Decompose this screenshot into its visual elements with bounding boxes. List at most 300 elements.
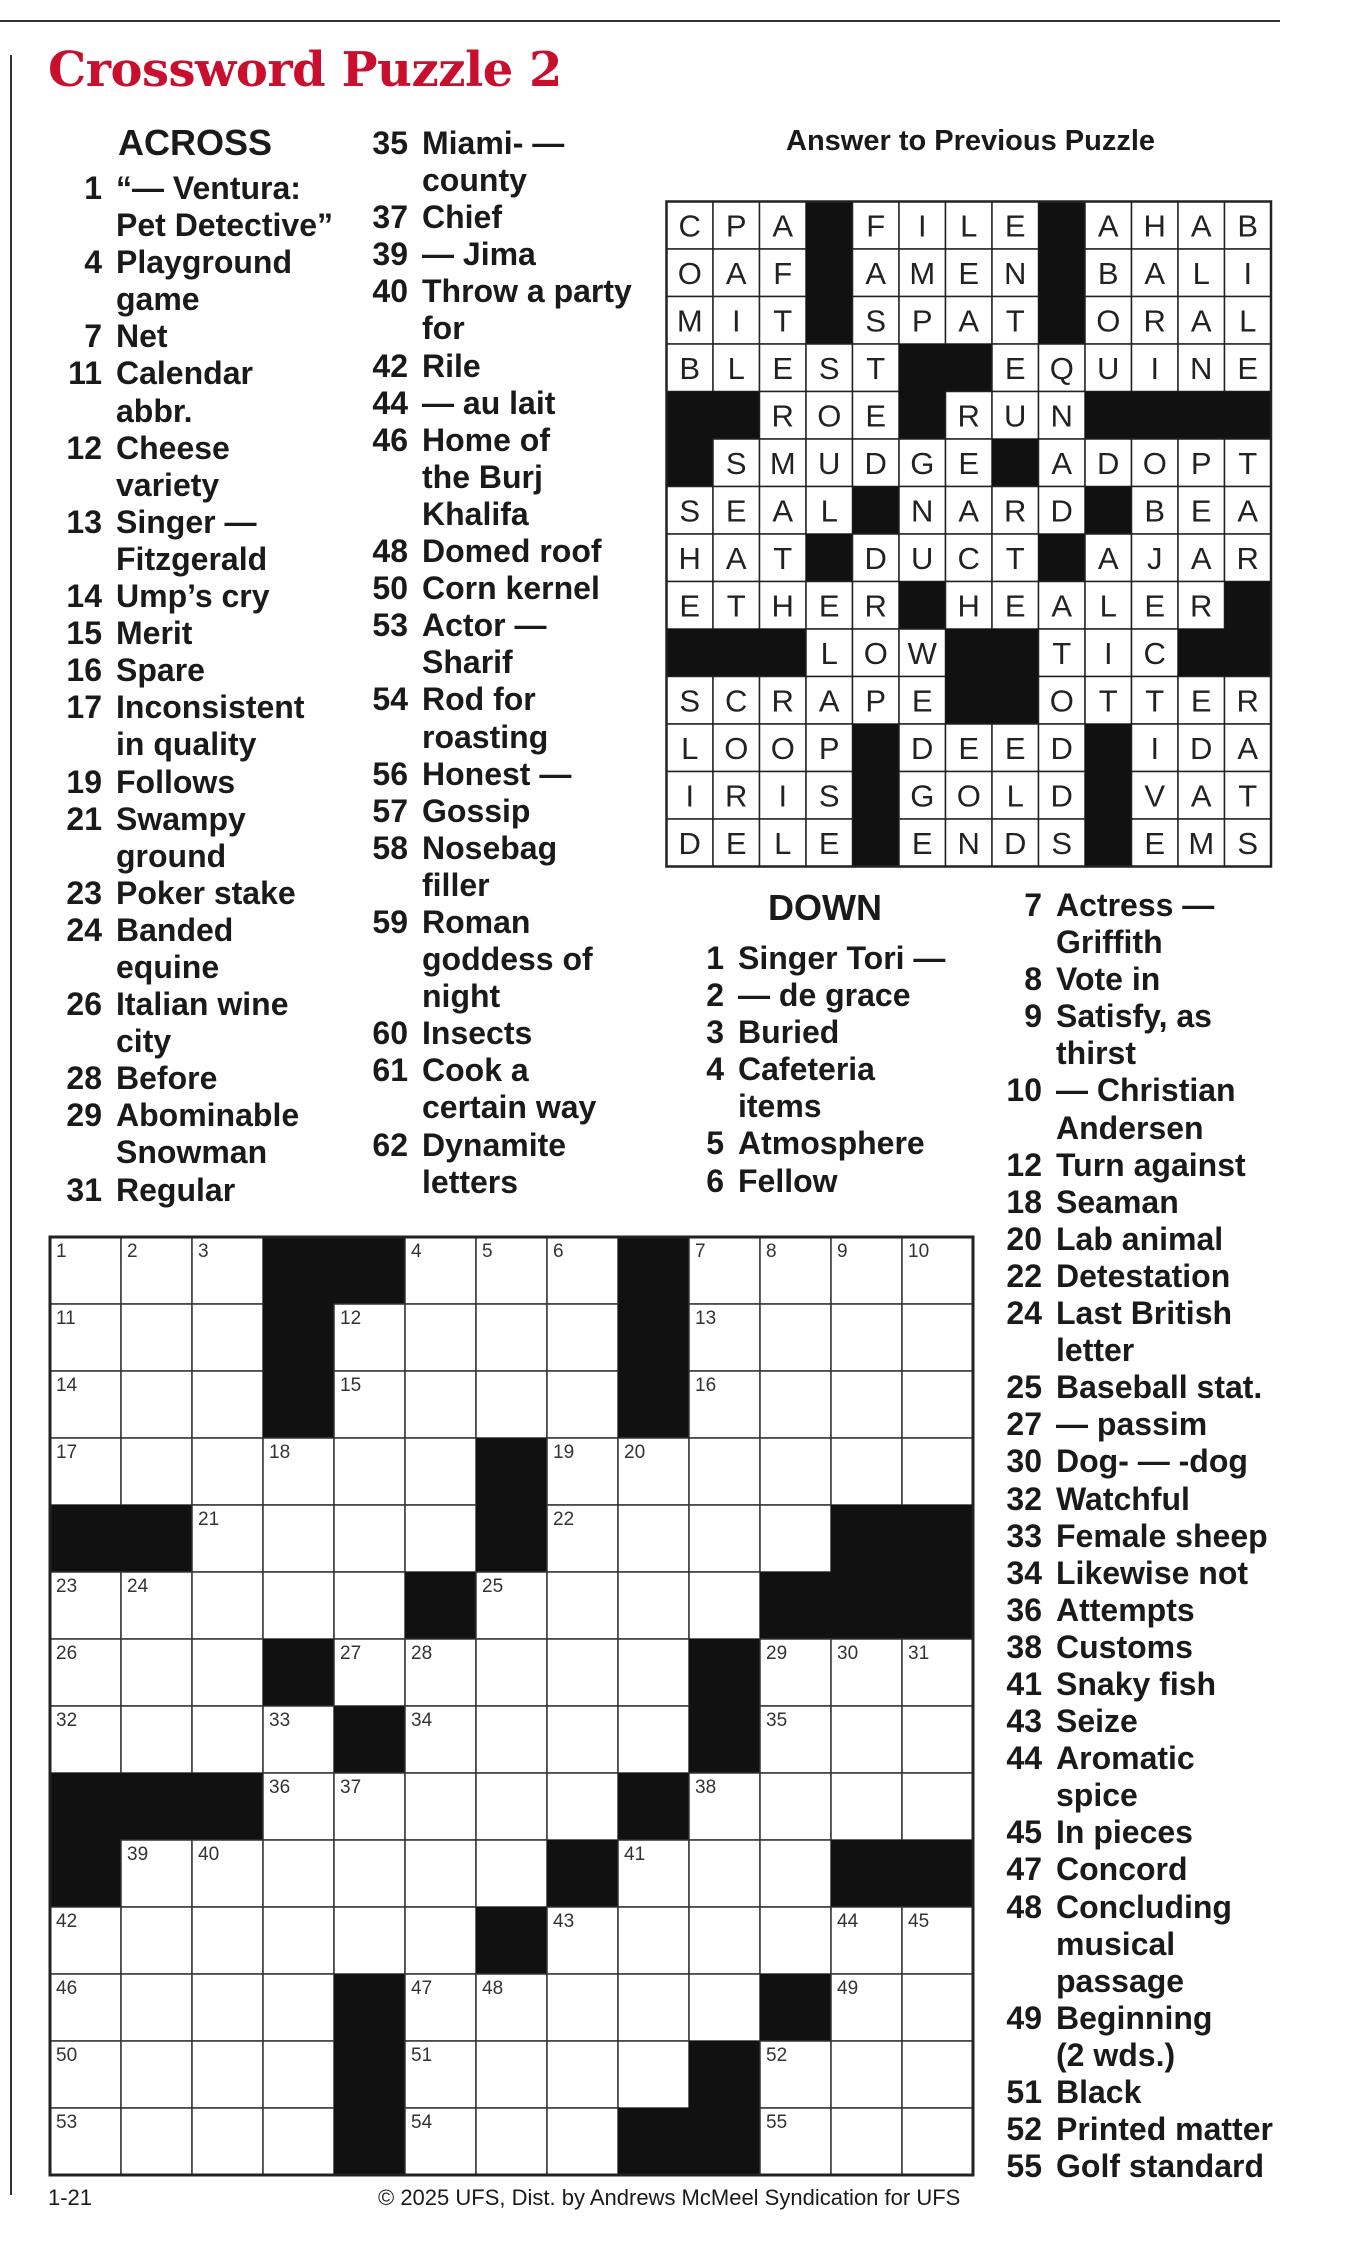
- clue-number: 60: [372, 1015, 408, 1052]
- grid-cell[interactable]: [405, 1505, 476, 1572]
- grid-cell[interactable]: [121, 1706, 192, 1773]
- black-cell: [476, 1438, 548, 1506]
- clue-number: 9: [1024, 998, 1042, 1035]
- grid-cell[interactable]: [547, 1706, 618, 1773]
- answer-letter: L: [1099, 588, 1117, 624]
- down-clue-9[interactable]: [1000, 998, 1300, 1072]
- clue-text: Swampy ground: [116, 800, 246, 874]
- answer-black-cell: [899, 582, 946, 630]
- answer-letter: E: [958, 730, 980, 766]
- cell-number: 52: [766, 2045, 788, 2066]
- answer-letter: E: [1190, 683, 1212, 719]
- crossword-grid[interactable]: [48, 1235, 978, 2177]
- answer-letter: T: [866, 350, 886, 386]
- clue-number: 37: [372, 199, 408, 236]
- clue-text: Regular: [116, 1171, 236, 1208]
- clue-text: Ump’s cry: [116, 578, 270, 615]
- answer-letter: D: [1097, 445, 1120, 481]
- answer-letter: D: [1050, 493, 1073, 529]
- grid-cell[interactable]: [689, 1438, 760, 1505]
- grid-cell[interactable]: [192, 1907, 263, 1974]
- grid-cell[interactable]: [121, 1304, 192, 1371]
- answer-letter: O: [1096, 303, 1121, 339]
- answer-letter: A: [1190, 778, 1212, 814]
- answer-letter: F: [773, 255, 793, 291]
- clue-text: Rile: [422, 347, 481, 384]
- black-cell: [831, 1572, 903, 1640]
- grid-cell[interactable]: [476, 1304, 547, 1371]
- down-heading: DOWN: [768, 887, 882, 928]
- grid-cell[interactable]: [902, 1773, 973, 1840]
- answer-letter: S: [679, 683, 701, 719]
- answer-letter: O: [1049, 683, 1074, 719]
- grid-cell[interactable]: [831, 1371, 902, 1438]
- grid-cell[interactable]: [760, 1505, 831, 1572]
- answer-letter: I: [1243, 255, 1253, 291]
- down-clue-18[interactable]: [1000, 1184, 1300, 1221]
- clue-number: 3: [706, 1014, 724, 1051]
- grid-cell[interactable]: [476, 2041, 547, 2108]
- grid-cell[interactable]: [760, 1840, 831, 1907]
- across-clue-11[interactable]: [48, 355, 368, 429]
- clue-text: Gossip: [422, 792, 531, 829]
- grid-cell[interactable]: [476, 1639, 547, 1706]
- answer-letter: S: [818, 778, 840, 814]
- across-clue-57[interactable]: [358, 793, 658, 830]
- down-clue-10[interactable]: [1000, 1072, 1300, 1146]
- black-cell: [263, 1304, 335, 1372]
- cell-number: 1: [56, 1241, 67, 1262]
- down-clue-2[interactable]: [680, 977, 1000, 1014]
- answer-black-cell: [899, 392, 946, 440]
- down-clue-3[interactable]: [680, 1014, 1000, 1051]
- clue-number: 15: [66, 615, 102, 652]
- answer-letter: E: [1004, 350, 1026, 386]
- answer-black-cell: [1085, 772, 1132, 820]
- grid-cell[interactable]: [547, 1639, 618, 1706]
- answer-letter: U: [911, 540, 934, 576]
- down-clue-43[interactable]: [1000, 1703, 1300, 1740]
- down-clue-30[interactable]: [1000, 1443, 1300, 1480]
- grid-cell[interactable]: [405, 1371, 476, 1438]
- grid-cell[interactable]: [689, 1572, 760, 1639]
- grid-cell[interactable]: [334, 1840, 405, 1907]
- grid-cell[interactable]: [547, 1371, 618, 1438]
- cell-number: 7: [695, 1241, 706, 1262]
- down-clue-4[interactable]: [680, 1051, 1000, 1125]
- grid-cell[interactable]: [547, 1304, 618, 1371]
- black-cell: [263, 1371, 335, 1439]
- grid-cell[interactable]: [334, 1505, 405, 1572]
- answer-letter: S: [725, 445, 747, 481]
- clue-number: 57: [372, 792, 408, 829]
- answer-black-cell: [1039, 534, 1086, 582]
- answer-letter: D: [1190, 730, 1213, 766]
- clue-number: 44: [1006, 1740, 1042, 1777]
- across-clue-17[interactable]: [48, 689, 368, 763]
- answer-black-cell: [853, 487, 900, 535]
- grid-cell[interactable]: [263, 1505, 334, 1572]
- clue-number: 34: [1006, 1554, 1042, 1591]
- answer-letter: T: [1005, 303, 1025, 339]
- down-clue-6[interactable]: [680, 1163, 1000, 1200]
- across-clue-1[interactable]: [48, 170, 368, 244]
- answer-letter: A: [1237, 730, 1259, 766]
- answer-letter: E: [911, 683, 933, 719]
- grid-cell[interactable]: [689, 1840, 760, 1907]
- grid-cell[interactable]: [121, 1974, 192, 2041]
- down-clue-24[interactable]: [1000, 1295, 1300, 1369]
- grid-cell[interactable]: [121, 1907, 192, 1974]
- cell-number: 36: [269, 1777, 291, 1798]
- cell-number: 6: [553, 1241, 564, 1262]
- answer-letter: L: [820, 635, 838, 671]
- clue-number: 23: [66, 874, 102, 911]
- grid-cell[interactable]: [547, 1572, 618, 1639]
- grid-cell[interactable]: [121, 1371, 192, 1438]
- grid-cell[interactable]: [618, 1706, 689, 1773]
- down-clue-34[interactable]: [1000, 1555, 1300, 1592]
- down-clue-22[interactable]: [1000, 1258, 1300, 1295]
- down-clue-49[interactable]: [1000, 2000, 1300, 2074]
- grid-cell[interactable]: [334, 1572, 405, 1639]
- clue-text: Beginning (2 wds.): [1056, 1999, 1213, 2073]
- grid-cell[interactable]: [547, 2108, 618, 2175]
- clue-text: Calendar abbr.: [116, 355, 253, 429]
- answer-letter: S: [679, 493, 701, 529]
- down-clue-48[interactable]: [1000, 1889, 1300, 2000]
- answer-black-cell: [1039, 297, 1086, 345]
- grid-cell[interactable]: [831, 1706, 902, 1773]
- down-clue-12[interactable]: [1000, 1147, 1300, 1184]
- clue-text: Throw a party for: [422, 273, 632, 347]
- down-clue-38[interactable]: [1000, 1629, 1300, 1666]
- across-clue-4[interactable]: [48, 244, 368, 318]
- across-clue-56[interactable]: [358, 756, 658, 793]
- answer-letter: H: [678, 540, 701, 576]
- grid-cell[interactable]: [902, 2108, 973, 2175]
- grid-cell[interactable]: [263, 1840, 334, 1907]
- grid-cell[interactable]: [121, 2041, 192, 2108]
- answer-letter: C: [678, 208, 701, 244]
- grid-cell[interactable]: [831, 1304, 902, 1371]
- across-clue-42[interactable]: [358, 348, 658, 385]
- grid-cell[interactable]: [192, 1974, 263, 2041]
- answer-letter: Q: [1049, 350, 1074, 386]
- across-clue-46[interactable]: [358, 422, 658, 533]
- clue-number: 21: [66, 800, 102, 837]
- clue-number: 40: [372, 273, 408, 310]
- grid-cell[interactable]: [192, 2108, 263, 2175]
- down-clue-5[interactable]: [680, 1125, 1000, 1162]
- down-clue-25[interactable]: [1000, 1369, 1300, 1406]
- cell-number: 21: [198, 1509, 220, 1530]
- across-clue-59[interactable]: [358, 904, 658, 1015]
- answer-letter: H: [1143, 208, 1166, 244]
- answer-letter: E: [1004, 730, 1026, 766]
- cell-number: 43: [553, 1911, 575, 1932]
- grid-cell[interactable]: [618, 1505, 689, 1572]
- grid-cell[interactable]: [192, 1438, 263, 1505]
- grid-cell[interactable]: [121, 2108, 192, 2175]
- answer-letter: S: [818, 350, 840, 386]
- across-clue-13[interactable]: [48, 504, 368, 578]
- answer-letter: C: [725, 683, 748, 719]
- answer-letter: R: [725, 778, 748, 814]
- grid-cell[interactable]: [689, 1505, 760, 1572]
- clue-text: Lab animal: [1056, 1220, 1224, 1257]
- across-clue-61[interactable]: [358, 1052, 658, 1126]
- answer-letter: R: [1190, 588, 1213, 624]
- down-clue-1[interactable]: [680, 940, 1000, 977]
- clue-number: 56: [372, 755, 408, 792]
- grid-cell[interactable]: [547, 2041, 618, 2108]
- grid-cell[interactable]: [192, 1706, 263, 1773]
- across-clue-16[interactable]: [48, 652, 368, 689]
- across-clue-24[interactable]: [48, 912, 368, 986]
- clue-number: 51: [1006, 2074, 1042, 2110]
- down-clue-55[interactable]: [1000, 2148, 1300, 2185]
- grid-cell[interactable]: [334, 1907, 405, 1974]
- clue-number: 33: [1006, 1517, 1042, 1554]
- across-clue-62[interactable]: [358, 1127, 658, 1201]
- down-clue-44[interactable]: [1000, 1740, 1300, 1814]
- grid-cell[interactable]: [831, 1438, 902, 1505]
- clue-number: 28: [66, 1060, 102, 1097]
- clue-number: 4: [706, 1051, 724, 1088]
- black-cell: [334, 2041, 406, 2109]
- down-clue-36[interactable]: [1000, 1592, 1300, 1629]
- answer-letter: A: [1190, 540, 1212, 576]
- down-clue-33[interactable]: [1000, 1518, 1300, 1555]
- across-clue-14[interactable]: [48, 578, 368, 615]
- answer-letter: B: [679, 350, 701, 386]
- clue-number: 7: [84, 318, 102, 355]
- clue-text: Merit: [116, 615, 193, 652]
- answer-letter: F: [866, 208, 886, 244]
- grid-cell[interactable]: [547, 1773, 618, 1840]
- grid-cell[interactable]: [192, 1304, 263, 1371]
- grid-cell[interactable]: [618, 1572, 689, 1639]
- answer-black-cell: [667, 392, 714, 440]
- answer-letter: E: [1144, 825, 1166, 861]
- across-clue-44[interactable]: [358, 385, 658, 422]
- across-clue-53[interactable]: [358, 607, 658, 681]
- grid-cell[interactable]: [192, 1572, 263, 1639]
- grid-cell[interactable]: [334, 1438, 405, 1505]
- down-clue-8[interactable]: [1000, 961, 1300, 998]
- grid-cell[interactable]: [902, 1304, 973, 1371]
- answer-black-cell: [1225, 392, 1272, 440]
- answer-black-cell: [853, 772, 900, 820]
- answer-black-cell: [760, 629, 807, 677]
- grid-cell[interactable]: [263, 2108, 334, 2175]
- across-clue-29[interactable]: [48, 1097, 368, 1171]
- grid-cell[interactable]: [121, 1438, 192, 1505]
- clue-number: 10: [1006, 1072, 1042, 1109]
- grid-cell[interactable]: [902, 1371, 973, 1438]
- black-cell: [618, 1304, 690, 1372]
- answer-letter: I: [731, 303, 741, 339]
- black-cell: [192, 1773, 264, 1841]
- across-clue-60[interactable]: [358, 1015, 658, 1052]
- down-clue-47[interactable]: [1000, 1851, 1300, 1888]
- answer-letter: A: [1144, 255, 1166, 291]
- answer-letter: O: [724, 730, 749, 766]
- grid-cell[interactable]: [831, 1773, 902, 1840]
- cell-number: 16: [695, 1375, 717, 1396]
- clue-number: 12: [66, 429, 102, 466]
- answer-letter: D: [1050, 778, 1073, 814]
- down-clue-27[interactable]: [1000, 1406, 1300, 1443]
- grid-cell[interactable]: [760, 1907, 831, 1974]
- black-cell: [263, 1639, 335, 1707]
- clue-text: — passim: [1056, 1406, 1208, 1443]
- cell-number: 44: [837, 1911, 859, 1932]
- answer-letter: L: [820, 493, 838, 529]
- black-cell: [902, 1840, 974, 1908]
- answer-black-cell: [1085, 392, 1132, 440]
- black-cell: [618, 1237, 690, 1305]
- answer-letter: G: [910, 445, 935, 481]
- grid-cell[interactable]: [689, 1974, 760, 2041]
- grid-cell[interactable]: [263, 1907, 334, 1974]
- answer-letter: E: [1004, 208, 1026, 244]
- answer-black-cell: [713, 392, 760, 440]
- across-clue-21[interactable]: [48, 801, 368, 875]
- grid-cell[interactable]: [618, 1907, 689, 1974]
- answer-black-cell: [667, 629, 714, 677]
- across-clue-35[interactable]: [358, 125, 658, 199]
- grid-cell[interactable]: [476, 1773, 547, 1840]
- grid-cell[interactable]: [547, 1974, 618, 2041]
- grid-cell[interactable]: [618, 1639, 689, 1706]
- grid-cell[interactable]: [618, 1974, 689, 2041]
- grid-cell[interactable]: [405, 1438, 476, 1505]
- black-cell: [334, 2108, 406, 2176]
- down-clue-20[interactable]: [1000, 1221, 1300, 1258]
- answer-black-cell: [806, 249, 853, 297]
- grid-cell[interactable]: [476, 1371, 547, 1438]
- clue-number: 26: [66, 986, 102, 1023]
- clue-number: 47: [1006, 1851, 1042, 1888]
- answer-black-cell: [667, 439, 714, 487]
- grid-cell[interactable]: [405, 1304, 476, 1371]
- cell-number: 39: [127, 1844, 149, 1865]
- grid-cell[interactable]: [263, 2041, 334, 2108]
- grid-cell[interactable]: [760, 1371, 831, 1438]
- clue-text: Baseball stat.: [1056, 1369, 1263, 1406]
- grid-cell[interactable]: [760, 1773, 831, 1840]
- black-cell: [618, 2108, 690, 2176]
- grid-cell[interactable]: [192, 1639, 263, 1706]
- answer-letter: P: [865, 683, 887, 719]
- answer-letter: W: [907, 635, 937, 671]
- answer-letter: E: [1190, 493, 1212, 529]
- grid-cell[interactable]: [831, 2108, 902, 2175]
- grid-cell[interactable]: [476, 2108, 547, 2175]
- grid-cell[interactable]: [760, 1438, 831, 1505]
- grid-cell[interactable]: [618, 2041, 689, 2108]
- grid-cell[interactable]: [902, 2041, 973, 2108]
- grid-cell[interactable]: [760, 1304, 831, 1371]
- answer-black-cell: [1225, 629, 1272, 677]
- grid-cell[interactable]: [405, 1840, 476, 1907]
- grid-cell[interactable]: [263, 1572, 334, 1639]
- down-clue-41[interactable]: [1000, 1666, 1300, 1703]
- down-clue-52[interactable]: [1000, 2111, 1300, 2148]
- clue-text: Detestation: [1056, 1257, 1231, 1294]
- across-heading: ACROSS: [118, 122, 273, 163]
- answer-black-cell: [1085, 724, 1132, 772]
- down-clue-51[interactable]: [1000, 2074, 1300, 2111]
- answer-grid: [665, 200, 1277, 884]
- across-clue-40[interactable]: [358, 273, 658, 347]
- down-clue-7[interactable]: [1000, 887, 1300, 961]
- grid-cell[interactable]: [121, 1639, 192, 1706]
- down-clue-45[interactable]: [1000, 1814, 1300, 1851]
- down-clue-32[interactable]: [1000, 1481, 1300, 1518]
- grid-cell[interactable]: [476, 1706, 547, 1773]
- across-clue-54[interactable]: [358, 681, 658, 755]
- answer-letter: I: [1150, 350, 1160, 386]
- grid-cell[interactable]: [689, 1907, 760, 1974]
- across-clue-15[interactable]: [48, 615, 368, 652]
- clue-text: Domed roof: [422, 533, 602, 570]
- across-clue-39[interactable]: [358, 236, 658, 273]
- answer-letter: N: [1050, 398, 1073, 434]
- across-clue-28[interactable]: [48, 1060, 368, 1097]
- across-clue-37[interactable]: [358, 199, 658, 236]
- grid-cell[interactable]: [902, 1706, 973, 1773]
- grid-cell[interactable]: [902, 1974, 973, 2041]
- across-clue-19[interactable]: [48, 764, 368, 801]
- clue-text: Watchful: [1056, 1480, 1190, 1517]
- clue-number: 30: [1006, 1443, 1042, 1480]
- grid-cell[interactable]: [405, 1907, 476, 1974]
- answer-letter: N: [1190, 350, 1213, 386]
- across-clue-58[interactable]: [358, 830, 658, 904]
- across-clue-26[interactable]: [48, 986, 368, 1060]
- clue-number: 39: [372, 236, 408, 273]
- clue-number: 5: [706, 1125, 724, 1162]
- grid-cell[interactable]: [902, 1438, 973, 1505]
- clue-text: Insects: [422, 1015, 533, 1052]
- cell-number: 30: [837, 1643, 859, 1664]
- across-clue-7[interactable]: [48, 318, 368, 355]
- answer-letter: O: [956, 778, 981, 814]
- across-clue-31[interactable]: [48, 1172, 368, 1209]
- grid-cell[interactable]: [263, 1974, 334, 2041]
- cell-number: 9: [837, 1241, 848, 1262]
- across-clue-23[interactable]: [48, 875, 368, 912]
- across-clue-50[interactable]: [358, 570, 658, 607]
- answer-letter: U: [1004, 398, 1027, 434]
- clue-number: 17: [66, 689, 102, 726]
- grid-cell[interactable]: [405, 1773, 476, 1840]
- grid-cell[interactable]: [192, 1371, 263, 1438]
- across-clue-12[interactable]: [48, 430, 368, 504]
- answer-black-cell: [992, 677, 1039, 725]
- answer-letter: E: [1144, 588, 1166, 624]
- grid-cell[interactable]: [831, 2041, 902, 2108]
- answer-letter: L: [681, 730, 699, 766]
- grid-cell[interactable]: [192, 2041, 263, 2108]
- grid-cell[interactable]: [476, 1840, 547, 1907]
- clue-text: Vote in: [1056, 961, 1161, 998]
- across-clue-48[interactable]: [358, 533, 658, 570]
- answer-letter: O: [817, 398, 842, 434]
